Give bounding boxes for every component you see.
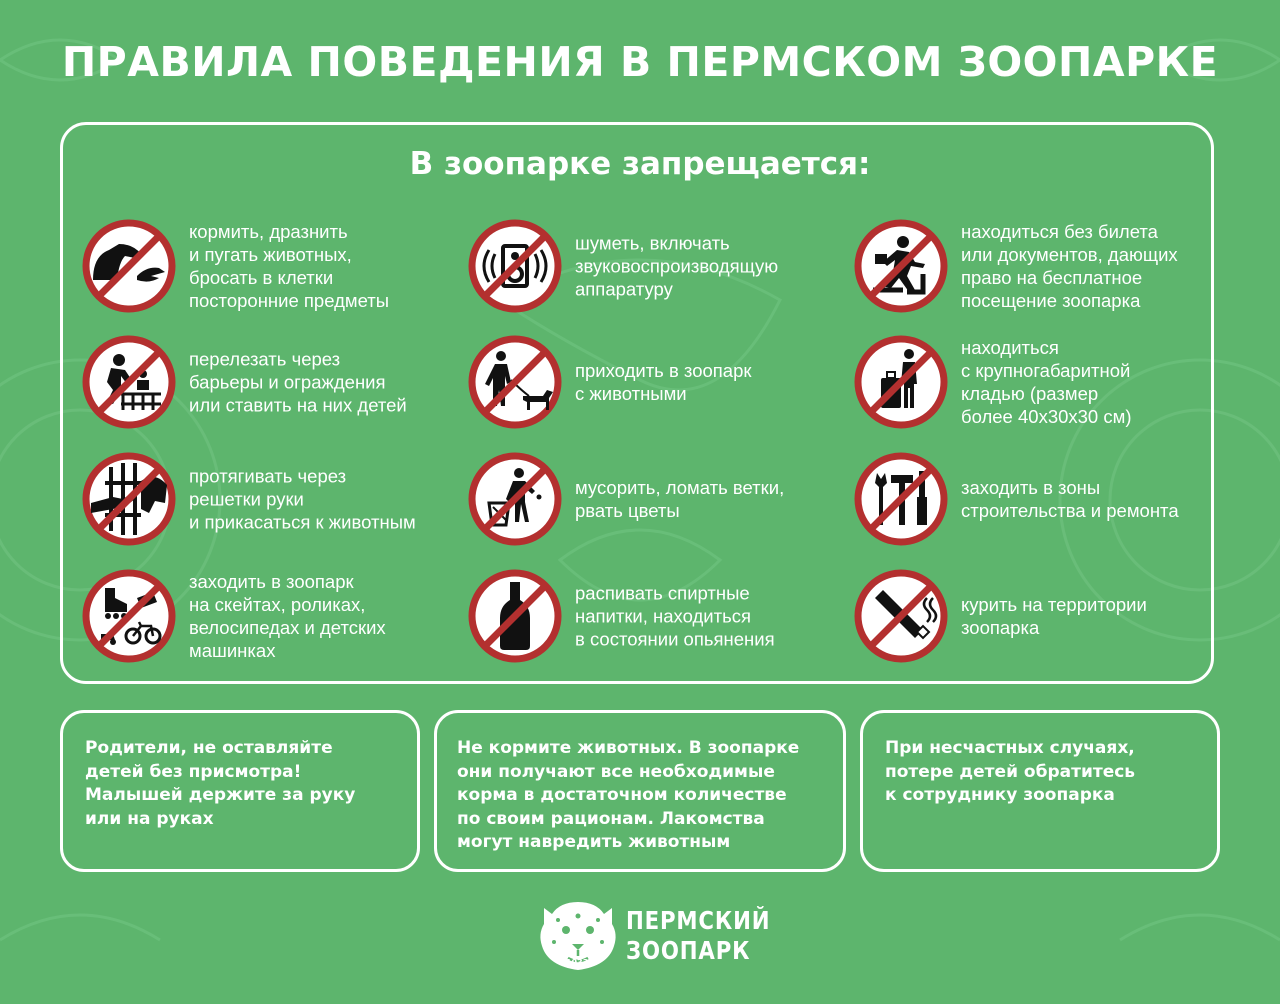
- rule-text: заходить в зоны строительства и ремонта: [961, 477, 1179, 521]
- rule-item: [467, 218, 847, 314]
- rule-text: заходить в зоопарк на скейтах, роликах, велосипедах и детских машинках: [189, 571, 386, 661]
- tools-icon: [853, 451, 949, 547]
- rule-item: [853, 218, 1213, 314]
- note-parents: Родители, не оставляйте детей без присмотра! Малышей держите за руку или на руках: [60, 710, 420, 872]
- rule-item: [853, 451, 1213, 547]
- rule-text: находиться без билета или документов, дающих право на бесплатное посещение зоопарка: [961, 221, 1178, 311]
- rule-text: курить на территории зоопарка: [961, 594, 1147, 638]
- zoo-logo: [538, 898, 771, 972]
- rule-text: перелезать через барьеры и ограждения или ставить на них детей: [189, 348, 407, 416]
- no-ticket-icon: [853, 218, 949, 314]
- speaker-icon: [467, 218, 563, 314]
- prohibitions-heading: В зоопарке запрещается:: [409, 146, 871, 182]
- rule-item: [853, 334, 1213, 430]
- bottle-icon: [467, 568, 563, 664]
- rule-item: [81, 568, 461, 664]
- rule-text: мусорить, ломать ветки, рвать цветы: [575, 477, 785, 521]
- dog-walking-icon: [467, 334, 563, 430]
- page-title: ПРАВИЛА ПОВЕДЕНИЯ В ПЕРМСКОМ ЗООПАРКЕ: [61, 38, 1219, 86]
- rule-text: кормить, дразнить и пугать животных, бросать в клетки посторонние предметы: [189, 221, 390, 311]
- rule-text: протягивать через решетки руки и прикасаться к животным: [189, 465, 416, 533]
- note-feeding: Не кормите животных. В зоопарке они получают все необходимые корма в достаточном количестве по своим рационам. Лакомства могут навредить животным: [434, 710, 846, 872]
- rule-item: [467, 334, 847, 430]
- rollerskate-bicycle-icon: [81, 568, 177, 664]
- rule-item: [81, 451, 461, 547]
- climbing-barrier-icon: [81, 334, 177, 430]
- rule-item: [81, 218, 461, 314]
- rule-item: [467, 568, 847, 664]
- rule-item: [853, 568, 1213, 664]
- rule-text: находиться с крупногабаритной кладью (размер более 40x30x30 см): [961, 337, 1132, 427]
- rule-text: приходить в зоопарк с животными: [575, 360, 752, 404]
- rule-text: шуметь, включать звуковоспроизводящую аппаратуру: [575, 232, 779, 300]
- note-accidents: При несчастных случаях, потере детей обратитесь к сотруднику зоопарка: [860, 710, 1220, 872]
- logo-year: 1933: [566, 958, 589, 967]
- hand-through-bars-icon: [81, 451, 177, 547]
- rule-item: [467, 451, 847, 547]
- logo-name: ПЕРМСКИЙ ЗООПАРК: [626, 906, 771, 965]
- luggage-icon: [853, 334, 949, 430]
- feeding-animal-icon: [81, 218, 177, 314]
- cigarette-icon: [853, 568, 949, 664]
- rule-item: [81, 334, 461, 430]
- rule-text: распивать спиртные напитки, находиться в состоянии опьянения: [575, 582, 775, 650]
- littering-icon: [467, 451, 563, 547]
